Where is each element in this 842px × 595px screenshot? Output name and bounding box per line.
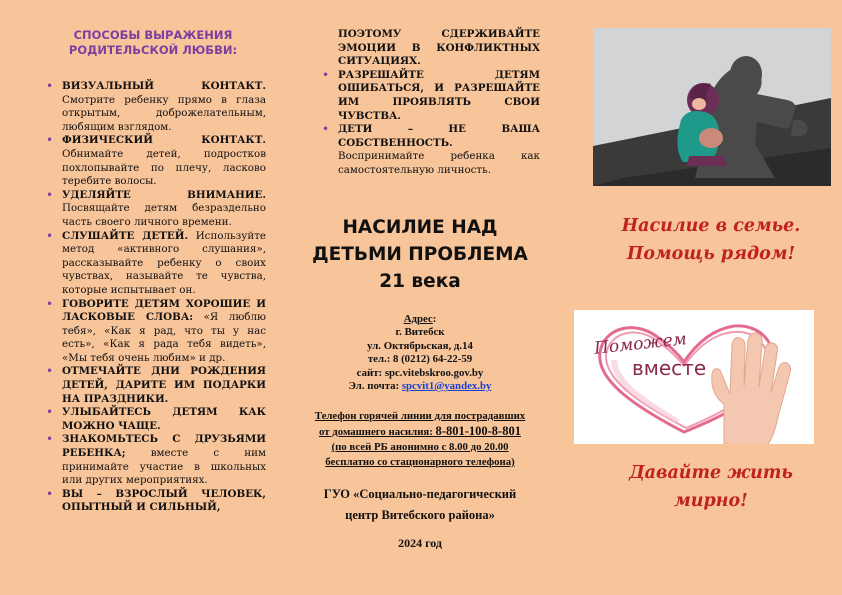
tip-item: • ФИЗИЧЕСКИЙ КОНТАКТ. Обнимайте детей, подростков похлопывайте по плечу, ласково теребите волосы. [62, 134, 266, 188]
organization-name: ГУО «Социально-педагогический центр Витебского района» [323, 487, 517, 522]
logo-word-together: вместе [632, 356, 707, 380]
shadow-figure-image [593, 28, 831, 186]
tip-item: • ГОВОРИТЕ ДЕТЯМ ХОРОШИЕ И ЛАСКОВЫЕ СЛОВА: «Я люблю тебя», «Как я рад, что ты у нас есть», «Как я рада тебя видеть», «Мы тебя очень любим» и др. [62, 298, 266, 366]
tips-list-middle [318, 69, 540, 178]
child-abuse-illustration [593, 28, 831, 186]
tip-item: • ДЕТИ – НЕ ВАША СОБСТВЕННОСТЬ. Воспринимайте ребенка как самостоятельную личность. [338, 123, 540, 177]
hotline-number: 8-801-100-8-801 [435, 424, 521, 438]
address-label: Адрес [403, 313, 433, 325]
tip-item: • ОТМЕЧАЙТЕ ДНИ РОЖДЕНИЯ ДЕТЕЙ, ДАРИТЕ ИМ ПОДАРКИ НА ПРАЗДНИКИ. [62, 365, 266, 406]
tip-item: • УЛЫБАЙТЕСЬ ДЕТЯМ КАК МОЖНО ЧАЩЕ. [62, 406, 266, 433]
year: 2024 год [398, 536, 442, 550]
tip-item: • ВИЗУАЛЬНЫЙ КОНТАКТ. Смотрите ребенку прямо в глаза открытым, доброжелательным, любящим взглядом. [62, 80, 266, 134]
email-label: Эл. почта: [348, 380, 402, 393]
address-city: г. Витебск [395, 326, 445, 339]
hotline-block: Телефон горячей линии для пострадавших от домашнего насилия: 8-801-100-8-801 (по всей РБ анонимно с 8.00 до 20.00 бесплатно со стационарного телефона) [314, 410, 526, 468]
main-title: НАСИЛИЕ НАД ДЕТЬМИ ПРОБЛЕМА 21 века [312, 217, 528, 292]
left-column [44, 28, 266, 515]
address-phone: тел.: 8 (0212) 64-22-59 [367, 353, 473, 366]
continuation-text: ПОЭТОМУ СДЕРЖИВАЙТЕ ЭМОЦИИ В КОНФЛИКТНЫХ СИТУАЦИЯХ. [338, 28, 540, 68]
address-site: сайт: spc.vitebskroo.gov.by [356, 366, 484, 379]
tips-list-left [44, 80, 266, 515]
parental-love-title: СПОСОБЫ ВЫРАЖЕНИЯ РОДИТЕЛЬСКОЙ ЛЮБВИ: [68, 28, 238, 57]
address-block: Адрес: г. Витебск ул. Октябрьская, д.14 тел.: 8 (0212) 64-22-59 сайт: spc.vitebskroo.gov.by Эл. почта: spcvit1@yandex.by [300, 313, 540, 393]
tip-item: • СЛУШАЙТЕ ДЕТЕЙ. Используйте метод «активного слушания», рассказывайте ребенку о своих чувствах, называйте те чувства, которые испытывает он. [62, 230, 266, 298]
tip-item: • РАЗРЕШАЙТЕ ДЕТЯМ ОШИБАТЬСЯ, И РАЗРЕШАЙТЕ ИМ ПРОЯВЛЯТЬ СВОИ ЧУВСТВА. [338, 69, 540, 123]
email-link[interactable]: spcvit1@yandex.by [401, 380, 492, 393]
address-street: ул. Октябрьская, д.14 [367, 339, 473, 352]
tip-item: • ВЫ – ВЗРОСЛЫЙ ЧЕЛОВЕК, ОПЫТНЫЙ И СИЛЬНЫЙ, [62, 488, 266, 515]
slogan-help-nearby: Насилие в семье. Помощь рядом! [621, 216, 801, 264]
tip-item: • ЗНАКОМЬТЕСЬ С ДРУЗЬЯМИ РЕБЕНКА; вместе с ним принимайте участие в школьных или других мероприятиях. [62, 433, 266, 487]
tip-item: • УДЕЛЯЙТЕ ВНИМАНИЕ. Посвящайте детям безраздельно часть своего личного времени. [62, 189, 266, 230]
middle-column [318, 28, 540, 178]
logo-word-help: Поможем [593, 329, 688, 359]
together-logo-image [574, 310, 814, 444]
slogan-live-peacefully: Давайте жить мирно! [629, 463, 793, 511]
